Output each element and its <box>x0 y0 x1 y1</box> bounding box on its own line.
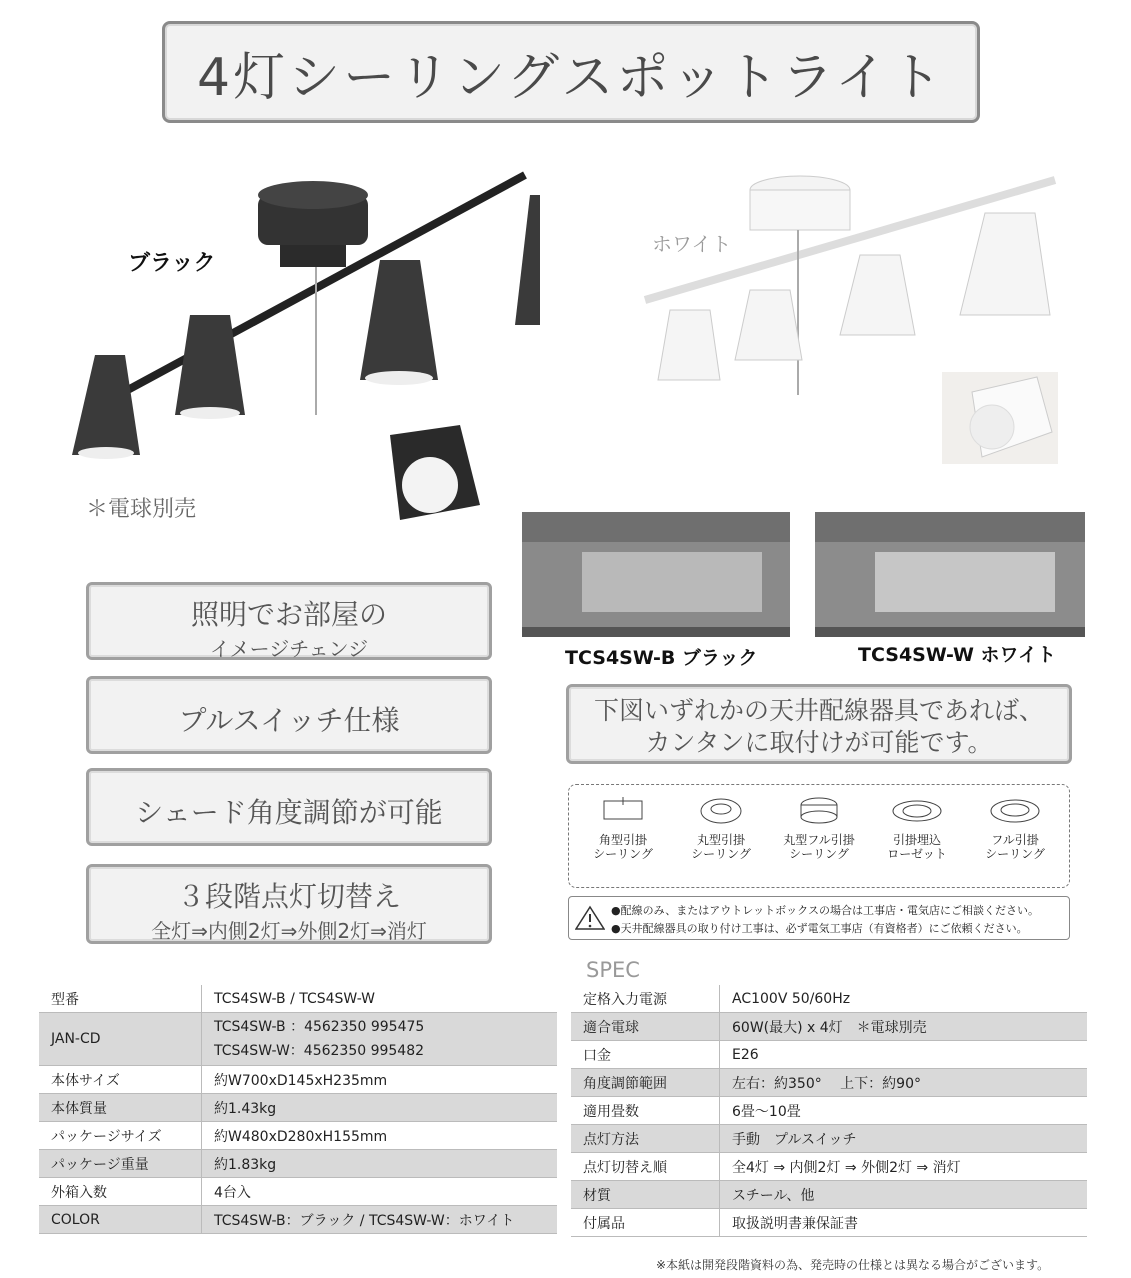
spec-value: 取扱説明書兼保証書 <box>720 1209 1088 1237</box>
spec-key: 材質 <box>571 1181 720 1209</box>
install-note-box <box>566 684 1072 764</box>
spec-value: 約W700xD145xH235mm <box>202 1066 558 1094</box>
spec-key: 本体サイズ <box>39 1066 202 1094</box>
spec-value: 手動 プルスイッチ <box>720 1125 1088 1153</box>
page-title: 4灯シーリングスポットライト <box>197 47 945 108</box>
ceiling-type-round <box>673 785 769 861</box>
spec-key: 定格入力電源 <box>571 985 720 1013</box>
warning-panel <box>568 896 1070 940</box>
package-white-image <box>815 512 1085 642</box>
spec-key: 本体質量 <box>39 1094 202 1122</box>
feature-title: ３段階点灯切替え <box>176 880 401 913</box>
spec-key: パッケージ重量 <box>39 1150 202 1178</box>
table-row <box>571 1097 1087 1125</box>
warning-text-2: ●天井配線器具の取り付け工事は、必ず電気工事店（有資格者）にご依頼ください。 <box>611 922 1028 935</box>
package-white-label: TCS4SW-W ホワイト <box>858 644 1056 666</box>
spec-value: AC100V 50/60Hz <box>720 985 1088 1013</box>
spec-value: TCS4SW-W：4562350 995482 <box>214 1043 425 1059</box>
package-black-label: TCS4SW-B ブラック <box>565 647 758 669</box>
ceiling-type-rosette <box>869 785 965 861</box>
spec-key: 点灯切替え順 <box>571 1153 720 1181</box>
spec-key: 型番 <box>39 985 202 1013</box>
ceiling-type-line2: ローゼット <box>887 847 947 861</box>
spec-value: 左右：約350° 上下：約90° <box>720 1069 1088 1097</box>
table-row <box>571 1209 1087 1237</box>
table-row <box>39 1150 557 1178</box>
feature-subtitle: 全灯⇒内側2灯⇒外側2灯⇒消灯 <box>151 919 427 943</box>
warning-text-1: ●配線のみ、またはアウトレットボックスの場合は工事店・電気店にご相談ください。 <box>611 904 1040 917</box>
table-row <box>39 985 557 1013</box>
spec-value: 約1.43kg <box>202 1094 558 1122</box>
ceiling-type-line1: 角型引掛 <box>598 833 647 847</box>
rosette-icon <box>891 795 943 827</box>
table-row <box>39 1013 557 1066</box>
table-row <box>571 1153 1087 1181</box>
table-row <box>39 1094 557 1122</box>
full-ceiling-icon <box>989 795 1041 827</box>
ceiling-type-round-full <box>771 785 867 861</box>
black-label: ブラック <box>128 251 216 276</box>
feature-title: シェード角度調節が可能 <box>135 796 443 829</box>
spec-value: TCS4SW-B：ブラック / TCS4SW-W：ホワイト <box>202 1206 558 1234</box>
spec-table-left <box>39 985 557 1234</box>
spec-key: COLOR <box>39 1206 202 1234</box>
ceiling-type-line2: シーリング <box>789 847 849 861</box>
table-row <box>571 1125 1087 1153</box>
spec-key: 適合電球 <box>571 1013 720 1041</box>
table-row <box>571 1013 1087 1041</box>
spec-value: E26 <box>720 1041 1088 1069</box>
feature-pull-switch <box>86 676 492 754</box>
feature-shade-angle <box>86 768 492 846</box>
install-note-line2: カンタンに取付けが可能です。 <box>645 728 993 757</box>
table-row <box>571 1069 1087 1097</box>
spec-value: 4台入 <box>202 1178 558 1206</box>
spec-value: 約W480xD280xH155mm <box>202 1122 558 1150</box>
spec-key: 適用畳数 <box>571 1097 720 1125</box>
table-row <box>571 1041 1087 1069</box>
ceiling-type-full <box>967 785 1063 861</box>
table-row <box>39 1206 557 1234</box>
spec-key: 外箱入数 <box>39 1178 202 1206</box>
warning-icon <box>575 905 605 931</box>
black-product-photo <box>60 165 540 530</box>
spec-table-right <box>571 985 1087 1237</box>
spec-value: 約1.83kg <box>202 1150 558 1178</box>
ceiling-type-line1: フル引掛 <box>991 833 1039 847</box>
ceiling-type-line2: シーリング <box>985 847 1045 861</box>
spec-value: TCS4SW-B ：4562350 995475 <box>214 1019 425 1035</box>
spec-key: JAN-CD <box>39 1013 202 1066</box>
table-row <box>571 1181 1087 1209</box>
spec-key: 付属品 <box>571 1209 720 1237</box>
feature-title: 照明でお部屋の <box>190 598 387 631</box>
round-ceiling-icon <box>698 795 744 827</box>
white-label: ホワイト <box>652 232 732 256</box>
package-black-image <box>522 512 790 642</box>
round-full-ceiling-icon <box>796 795 842 827</box>
spec-key: 点灯方法 <box>571 1125 720 1153</box>
table-row <box>571 985 1087 1013</box>
table-row <box>39 1066 557 1094</box>
spec-value: 全4灯 ⇒ 内側2灯 ⇒ 外側2灯 ⇒ 消灯 <box>720 1153 1088 1181</box>
white-shade-detail-photo <box>942 372 1058 464</box>
spec-key: 角度調節範囲 <box>571 1069 720 1097</box>
install-note-line1: 下図いずれかの天井配線器具であれば、 <box>593 696 1044 725</box>
ceiling-type-line1: 引掛埋込 <box>892 833 941 847</box>
footnote: ※本紙は開発段階資料の為、発売時の仕様とは異なる場合がございます。 <box>656 1258 1050 1272</box>
feature-subtitle: イメージチェンジ <box>209 637 369 661</box>
ceiling-type-line1: 丸型フル引掛 <box>783 833 855 847</box>
spec-key: パッケージサイズ <box>39 1122 202 1150</box>
title-banner <box>162 21 980 123</box>
feature-title: プルスイッチ仕様 <box>178 704 400 737</box>
spec-value: スチール、他 <box>720 1181 1088 1209</box>
spec-key: 口金 <box>571 1041 720 1069</box>
spec-title: SPEC <box>586 958 640 982</box>
ceiling-types-panel <box>568 784 1070 888</box>
bulb-note: ＊電球別売 <box>86 497 197 522</box>
table-row <box>39 1122 557 1150</box>
square-ceiling-icon <box>600 795 646 827</box>
feature-3-step-switch <box>86 864 492 944</box>
ceiling-type-line1: 丸型引掛 <box>696 833 745 847</box>
table-row <box>39 1178 557 1206</box>
spec-value: 60W(最大) x 4灯 ＊電球別売 <box>720 1013 1088 1041</box>
ceiling-type-line2: シーリング <box>593 847 653 861</box>
ceiling-type-line2: シーリング <box>691 847 751 861</box>
spec-value: 6畳～10畳 <box>720 1097 1088 1125</box>
feature-image-change <box>86 582 492 660</box>
ceiling-type-square <box>575 785 671 861</box>
spec-value: TCS4SW-B / TCS4SW-W <box>202 985 558 1013</box>
